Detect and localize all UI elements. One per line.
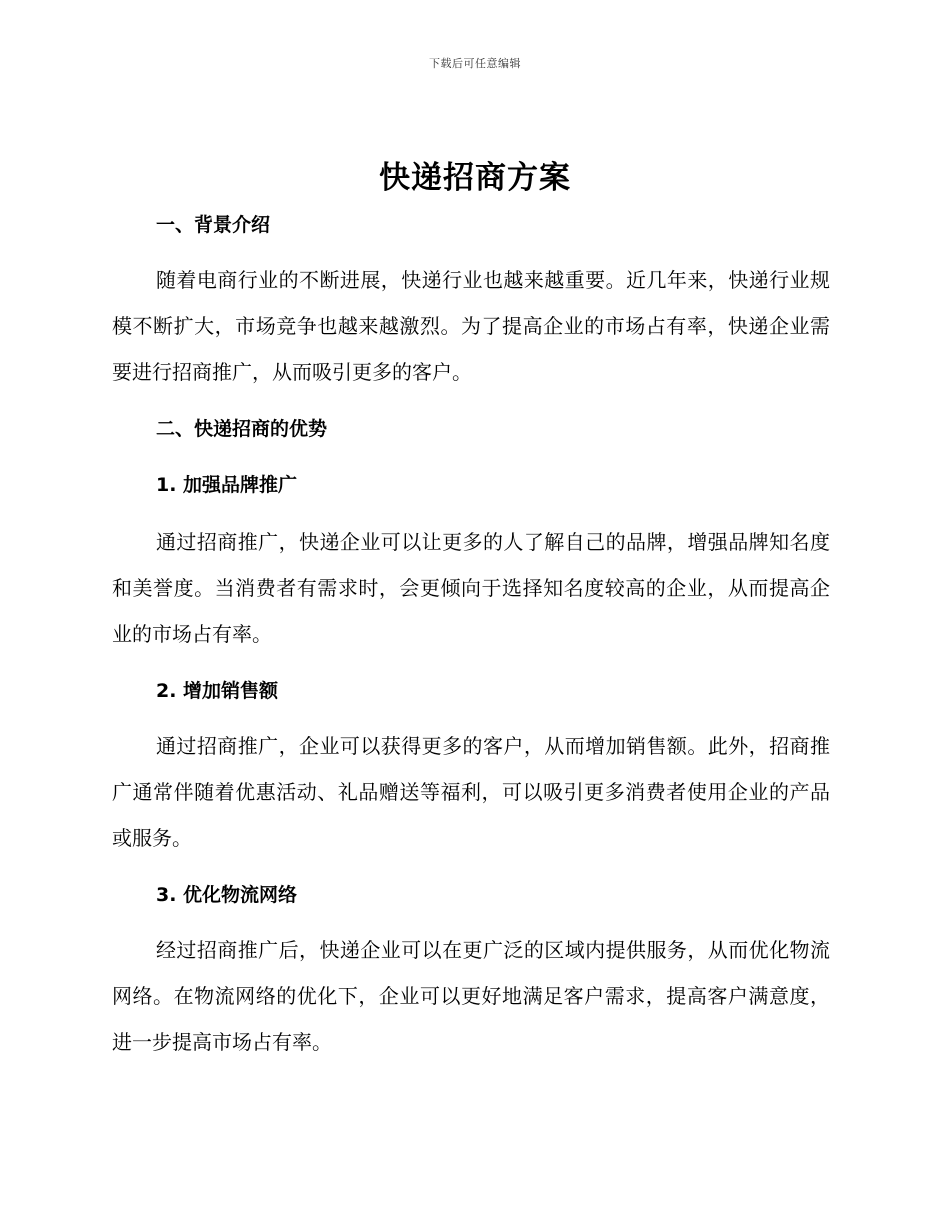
paragraph-background: 随着电商行业的不断进展，快递行业也越来越重要。近几年来，快递行业规模不断扩大，市场竞争也越来越激烈。为了提高企业的市场占有率，快递企业需要进行招商推广，从而吸引更多的客户。: [112, 268, 830, 384]
subheading-increase-sales: 2. 增加销售额: [156, 680, 279, 702]
section-heading-background: 一、背景介绍: [156, 214, 271, 236]
subheading-optimize-logistics: 3. 优化物流网络: [156, 884, 298, 906]
paragraph-increase-sales: 通过招商推广，企业可以获得更多的客户，从而增加销售额。此外，招商推广通常伴随着优惠活动、礼品赠送等福利，可以吸引更多消费者使用企业的产品或服务。: [112, 734, 830, 850]
paragraph-brand-promotion: 通过招商推广，快递企业可以让更多的人了解自己的品牌，增强品牌知名度和美誉度。当消费者有需求时，会更倾向于选择知名度较高的企业，从而提高企业的市场占有率。: [112, 530, 830, 646]
section-heading-advantages: 二、快递招商的优势: [156, 418, 328, 440]
header-note: 下载后可任意编辑: [429, 57, 521, 70]
paragraph-optimize-logistics: 经过招商推广后，快递企业可以在更广泛的区域内提供服务，从而优化物流网络。在物流网络的优化下，企业可以更好地满足客户需求，提高客户满意度，进一步提高市场占有率。: [112, 938, 830, 1054]
document-title: 快递招商方案: [379, 160, 571, 196]
subheading-brand-promotion: 1. 加强品牌推广: [156, 474, 298, 496]
